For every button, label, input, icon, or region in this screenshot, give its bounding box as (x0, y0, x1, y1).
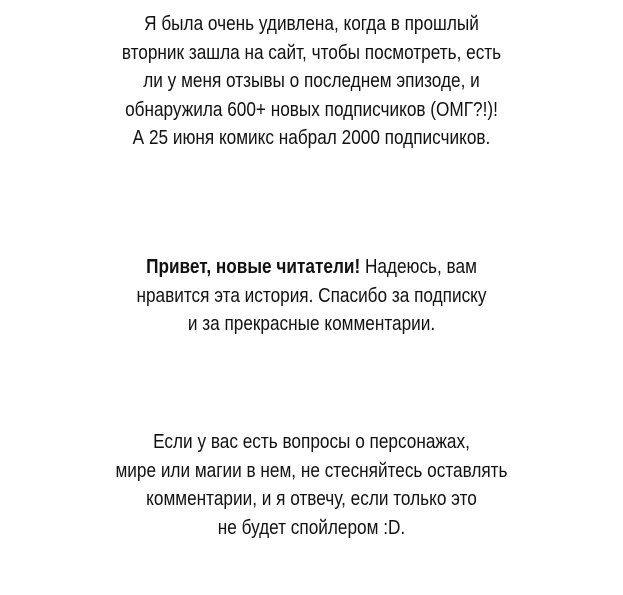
paragraph-announcement (0, 10, 623, 153)
text-line (44, 253, 580, 282)
text-line: А 25 июня комикс набрал 2000 подписчиков. (132, 127, 491, 150)
text-line: Если у вас есть вопросы о персонажах, (153, 431, 470, 453)
text-line: нравится эта история. Спасибо за подписку (136, 284, 487, 307)
text-line: вторник зашла на сайт, чтобы посмотреть, есть (121, 41, 502, 64)
greeting-rest-text: Надеюсь, вам (360, 256, 477, 278)
paragraph-greeting (0, 253, 623, 339)
text-line: мире или магии в нем, не стесняйтесь оставлять (115, 459, 508, 482)
paragraph-questions (0, 428, 623, 542)
text-line: и за прекрасные комментарии. (187, 313, 436, 336)
greeting-bold-text: Привет, новые читатели! (146, 256, 361, 278)
text-line: не будет спойлером :D. (217, 516, 406, 539)
text-line: обнаружила 600+ новых подписчиков (ОМГ?!)! (125, 98, 498, 121)
text-line: Я была очень удивлена, когда в прошлый (144, 13, 479, 35)
text-line: комментарии, и я отвечу, если только это (146, 488, 477, 511)
text-line: ли у меня отзывы о последнем эпизоде, и (143, 70, 480, 93)
